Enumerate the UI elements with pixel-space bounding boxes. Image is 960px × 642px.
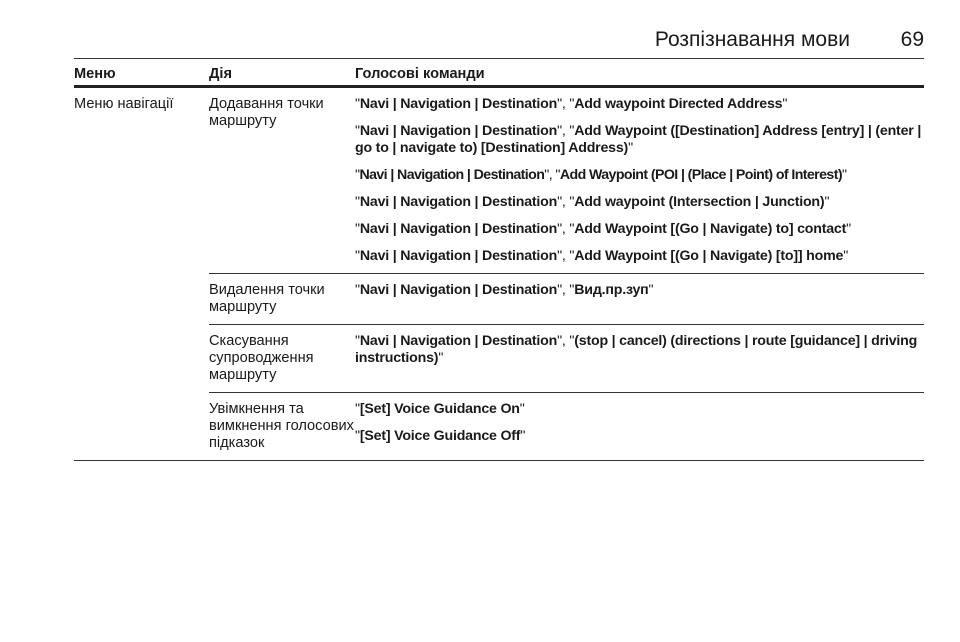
command-phrase: Add Waypoint [(Go | Navigate) [to]] home xyxy=(574,248,844,264)
command-phrase: Add Waypoint (POI | (Place | Point) of Interest) xyxy=(559,167,842,183)
command-line: "Navi | Navigation | Destination", "Add waypoint Directed Address" xyxy=(355,96,788,112)
action-label: Скасування супроводження маршруту xyxy=(209,333,314,383)
column-header-action: Дія xyxy=(209,66,355,87)
commands-cell xyxy=(355,393,924,461)
command-line: "[Set] Voice Guidance Off" xyxy=(355,428,526,444)
command-prefix: Navi | Navigation | Destination xyxy=(359,123,558,139)
command-prefix: [Set] Voice Guidance On xyxy=(359,401,520,417)
action-cell xyxy=(209,274,355,325)
command-line: "Navi | Navigation | Destination", "Add Waypoint [(Go | Navigate) to] contact" xyxy=(355,221,851,237)
action-label: Видалення точки маршруту xyxy=(209,282,325,315)
command-line: "[Set] Voice Guidance On" xyxy=(355,401,525,417)
header-rule xyxy=(74,58,924,59)
command-line: "Navi | Navigation | Destination", "Add waypoint (Intersection | Junction)" xyxy=(355,194,830,210)
action-cell xyxy=(209,325,355,393)
command-line: "Navi | Navigation | Destination", "Вид.пр.зуп" xyxy=(355,282,654,298)
command-line: "Navi | Navigation | Destination", "Add Waypoint ([Destination] Address [entry] | (enter | go to | navigate to) [Destination] Address)" xyxy=(355,123,922,156)
action-label: Додавання точки маршруту xyxy=(209,96,324,129)
page-title: Розпізнавання мови xyxy=(654,28,850,51)
command-prefix: Navi | Navigation | Destination xyxy=(359,194,558,210)
page-header xyxy=(74,28,924,56)
command-prefix: Navi | Navigation | Destination xyxy=(359,248,558,264)
table-row xyxy=(74,87,924,274)
action-cell xyxy=(209,87,355,274)
table-body xyxy=(74,87,924,461)
command-phrase: Add waypoint Directed Address xyxy=(574,96,783,112)
command-phrase: (stop | cancel) (directions | route [guidance] | driving instructions) xyxy=(355,333,918,366)
command-line: "Navi | Navigation | Destination", "Add Waypoint (POI | (Place | Point) of Interest)" xyxy=(355,167,847,183)
commands-cell xyxy=(355,274,924,325)
command-prefix: Navi | Navigation | Destination xyxy=(359,282,558,298)
command-line: "Navi | Navigation | Destination", "(stop | cancel) (directions | route [guidance] | driving instructions)" xyxy=(355,333,918,366)
page-number: 69 xyxy=(900,28,924,51)
table-header-row xyxy=(74,66,924,87)
command-phrase: Add Waypoint [(Go | Navigate) to] contact xyxy=(574,221,847,237)
command-phrase: Add Waypoint ([Destination] Address [entry] | (enter | go to | navigate to) [Destination] Address) xyxy=(355,123,922,156)
command-prefix: Navi | Navigation | Destination xyxy=(359,221,558,237)
menu-cell xyxy=(74,87,209,461)
column-header-commands: Голосові команди xyxy=(355,66,924,87)
command-prefix: Navi | Navigation | Destination xyxy=(359,96,558,112)
commands-cell xyxy=(355,325,924,393)
action-cell xyxy=(209,393,355,461)
command-line: "Navi | Navigation | Destination", "Add Waypoint [(Go | Navigate) [to]] home" xyxy=(355,248,849,264)
command-prefix: [Set] Voice Guidance Off xyxy=(359,428,521,444)
menu-label: Меню навігації xyxy=(74,96,174,112)
action-label: Увімкнення та вимкнення голосових підказок xyxy=(209,401,354,451)
commands-cell xyxy=(355,87,924,274)
command-phrase: Вид.пр.зуп xyxy=(574,282,649,298)
command-prefix: Navi | Navigation | Destination xyxy=(359,333,558,349)
command-prefix: Navi | Navigation | Destination xyxy=(359,167,545,183)
command-phrase: Add waypoint (Intersection | Junction) xyxy=(574,194,825,210)
voice-commands-table xyxy=(74,66,924,461)
column-header-menu: Меню xyxy=(74,66,209,87)
